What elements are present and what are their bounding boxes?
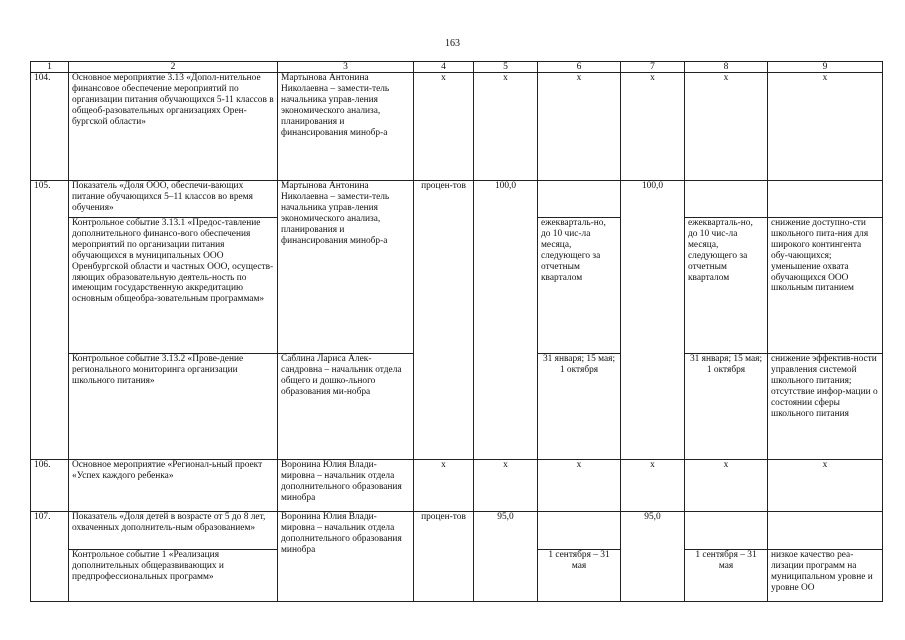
target-value: 100,0 — [621, 181, 685, 460]
event-deadline-6: 1 сентября – 31 мая — [538, 550, 621, 602]
cell-col-4: х — [414, 73, 474, 181]
unit-cell: процен-тов — [414, 181, 474, 460]
measure-title: Основное мероприятие «Регионал-ьный проект «Успех каждого ребенка» — [69, 460, 278, 512]
event-risk: низкое качество реа-лизации программ на муниципальном уровне и уровне ОО — [768, 550, 883, 602]
cell-col-8 — [685, 181, 768, 218]
cell-col-9 — [768, 512, 883, 550]
header-col-8: 8 — [685, 62, 768, 73]
cell-col-9: х — [768, 460, 883, 512]
cell-col-6: х — [538, 73, 621, 181]
row-number: 105. — [31, 181, 69, 460]
cell-col-7: х — [621, 460, 685, 512]
event-title: Контрольное событие 3.13.2 «Прове-дение регионального мониторинга организации школьного питания» — [69, 354, 278, 460]
unit-cell: процен-тов — [414, 512, 474, 602]
event-deadline-6: 31 января; 15 мая; 1 октября — [538, 354, 621, 460]
header-col-9: 9 — [768, 62, 883, 73]
table-header — [31, 62, 883, 73]
header-col-5: 5 — [474, 62, 538, 73]
cell-col-9: х — [768, 73, 883, 181]
row-number: 104. — [31, 73, 69, 181]
event-title: Контрольное событие 1 «Реализация дополнительных общеразвивающих и предпрофессиональных программ» — [69, 550, 278, 602]
cell-col-6 — [538, 512, 621, 550]
measure-title: Основное мероприятие 3.13 «Допол-нительное финансовое обеспечение мероприятий по организации питания обучающихся 5-11 классов в общеоб-разовательных организациях Орен-бургской области» — [69, 73, 278, 181]
header-row — [31, 62, 883, 73]
page-number: 163 — [445, 38, 460, 49]
cell-col-6: х — [538, 460, 621, 512]
responsible-person: Воронина Юлия Влади-мировна – начальник отдела дополнительного образования минобра — [278, 460, 414, 512]
cell-col-7: х — [621, 73, 685, 181]
base-value: 100,0 — [474, 181, 538, 460]
cell-col-4: х — [414, 460, 474, 512]
cell-col-6 — [538, 181, 621, 218]
target-value: 95,0 — [621, 512, 685, 602]
event-deadline-6: ежекварталь-но, до 10 чис-ла месяца, следующего за отчетным кварталом — [538, 218, 621, 354]
header-col-6: 6 — [538, 62, 621, 73]
row-number: 107. — [31, 512, 69, 602]
plan-table — [30, 61, 883, 602]
cell-col-8 — [685, 512, 768, 550]
event-title: Контрольное событие 3.13.1 «Предос-тавление дополнительного финансо-вого обеспечения мероприятий по организации питания обучающихся в муниципальных ООО Оренбургской области и частных ООО, осуществ-ляющих образовательную деятель-ность по имеющим государственную аккредитацию основным общеобра-зовательным программам» — [69, 218, 278, 354]
responsible-person: Воронина Юлия Влади-мировна – начальник отдела дополнительного образования минобра — [278, 512, 414, 602]
row-number: 106. — [31, 460, 69, 512]
event-deadline-8: 31 января; 15 мая; 1 октября — [685, 354, 768, 460]
cell-col-5: х — [474, 460, 538, 512]
table-row-104 — [31, 73, 883, 181]
table-row-106 — [31, 460, 883, 512]
header-col-3: 3 — [278, 62, 414, 73]
header-col-4: 4 — [414, 62, 474, 73]
cell-col-8: х — [685, 73, 768, 181]
cell-col-9 — [768, 181, 883, 218]
cell-col-8: х — [685, 460, 768, 512]
indicator-title: Показатель «Доля детей в возрасте от 5 до 8 лет, охваченных дополнитель-ным образованием» — [69, 512, 278, 550]
event-deadline-8: 1 сентября – 31 мая — [685, 550, 768, 602]
table-row-105 — [31, 181, 883, 218]
header-col-2: 2 — [69, 62, 278, 73]
base-value: 95,0 — [474, 512, 538, 602]
cell-col-5: х — [474, 73, 538, 181]
responsible-person: Мартынова Антонина Николаевна – замести-тель начальника управ-ления экономического анализа, планирования и финансирования минобр-а — [278, 181, 414, 354]
event-risk: снижение доступно-сти школьного пита-ния для широкого контингента обу-чающихся; уменьшение охвата обучающихся ООО школьным питанием — [768, 218, 883, 354]
header-col-7: 7 — [621, 62, 685, 73]
header-col-1: 1 — [31, 62, 69, 73]
table-row-107 — [31, 512, 883, 550]
event-deadline-8: ежекварталь-но, до 10 чис-ла месяца, следующего за отчетным кварталом — [685, 218, 768, 354]
indicator-title: Показатель «Доля ООО, обеспечи-вающих питание обучающихся 5–11 классов во время обучения» — [69, 181, 278, 218]
responsible-person: Мартынова Антонина Николаевна – замести-тель начальника управ-ления экономического анализа, планирования и финансирования минобр-а — [278, 73, 414, 181]
event-responsible: Саблина Лариса Алек-сандровна – начальник отдела общего и дошко-льного образования ми-нобра — [278, 354, 414, 460]
event-risk: снижение эффектив-ности управления системой школьного питания; отсутствие инфор-мации о состоянии сферы школьного питания — [768, 354, 883, 460]
